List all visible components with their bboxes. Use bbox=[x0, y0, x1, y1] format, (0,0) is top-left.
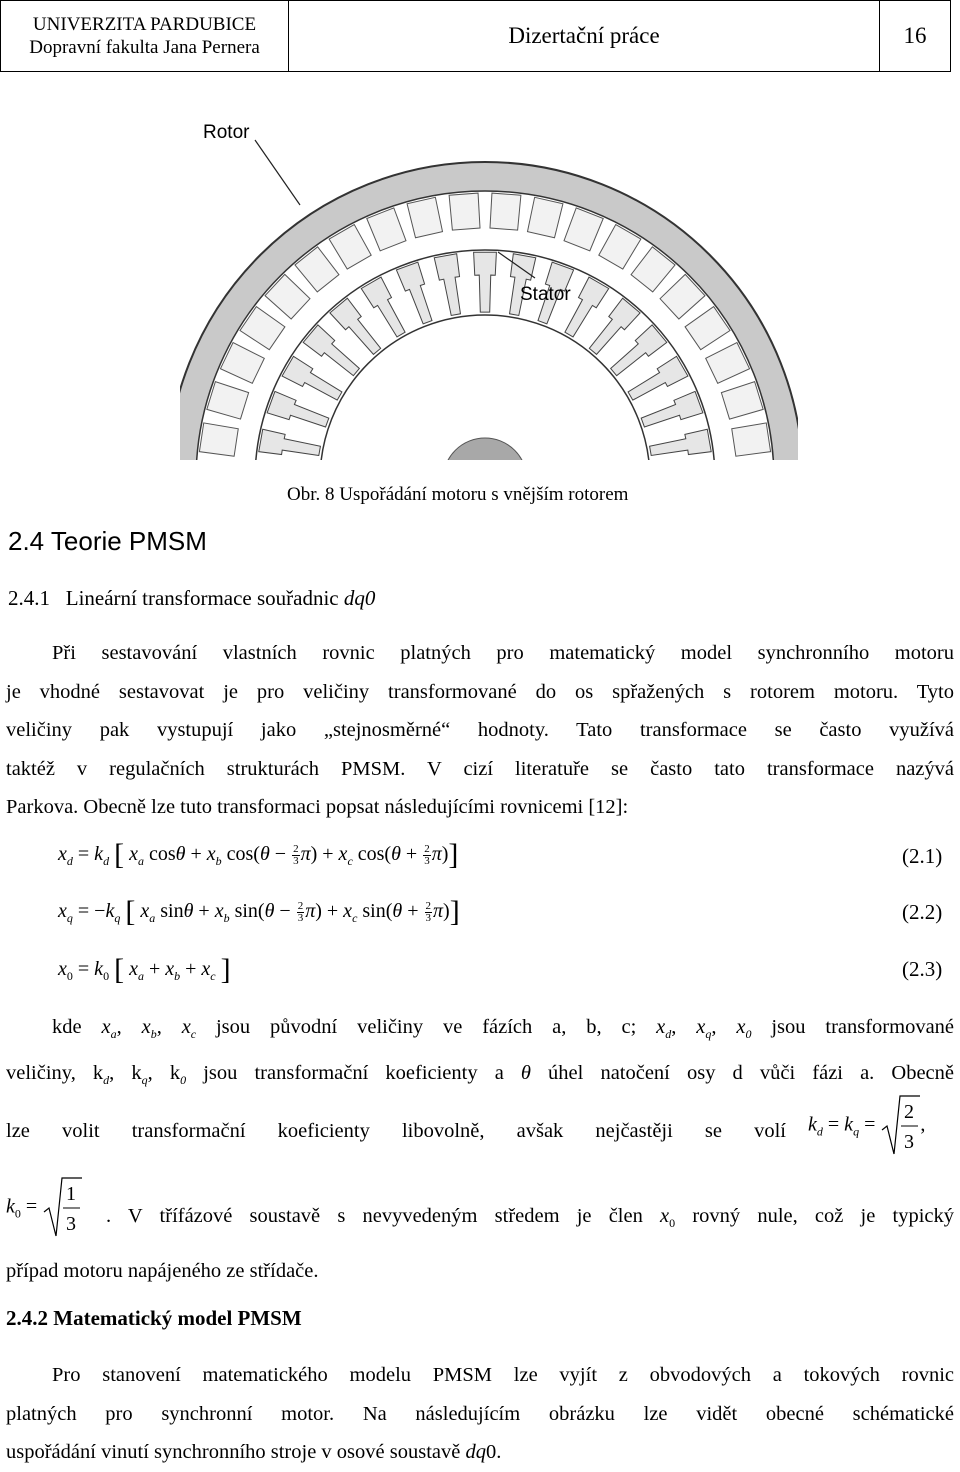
equation-number: (2.3) bbox=[902, 957, 943, 981]
paragraph-line: taktéž v regulačních strukturách PMSM. V cizí literatuře se často tato transformace nazývá bbox=[6, 757, 954, 780]
equation-number: (2.2) bbox=[902, 900, 943, 924]
coefficient-kd-kq: $k_d = k_q$ = 2 3 , bbox=[808, 1094, 925, 1158]
equation-2-3: $x_0 = k_0$ [ $x_a + x_b + x_c$ ] bbox=[58, 953, 231, 986]
paragraph-line: veličiny, $k_d$, $k_q$, $k_0$ jsou transformační koeficienty a θ úhel natočení osy d vůči fázi a. Obecně bbox=[6, 1061, 954, 1087]
label-rotor: Rotor bbox=[203, 122, 250, 143]
section-title: 2.4 Teorie PMSM bbox=[8, 526, 207, 556]
paragraph-line: uspořádání vinutí synchronního stroje v osové soustavě dq0. bbox=[6, 1441, 502, 1463]
rotor-magnet bbox=[490, 193, 521, 230]
header-institution bbox=[1, 1, 289, 71]
subsection-text: Lineární transformace souřadnic bbox=[65, 586, 339, 610]
paragraph-line: platných pro synchronní motor. Na následujícím obrázku lze vidět obecné schématické bbox=[6, 1402, 954, 1425]
paragraph-1 bbox=[6, 634, 954, 827]
page-header bbox=[0, 0, 951, 72]
figure-caption: Obr. 8 Uspořádání motoru s vnějším rotorem bbox=[287, 484, 629, 505]
sqrt-2-3 bbox=[880, 1094, 920, 1158]
equation-2-2: $x_q = -k_q$ [ $x_a$ $\sin\theta + x_b$ sin(θ − $\frac{2}{3}$ $\pi) + x_c$ sin(θ + $\frac{2}{3}$ π)] bbox=[58, 895, 460, 928]
header-university: UNIVERZITA PARDUBICE bbox=[32, 14, 257, 35]
coefficient-k0: $k_0$ = 1 3 bbox=[6, 1176, 82, 1240]
paragraph-line: Při sestavování vlastních rovnic platných pro matematický model synchronního motoru bbox=[52, 642, 954, 664]
paragraph-line: je vhodné sestavovat je pro veličiny transformované do os spřažených s rotorem motoru. Tyto bbox=[6, 680, 954, 703]
paragraph-line: veličiny pak vystupují jako „stejnosměrné“ hodnoty. Tato transformace se často využívá bbox=[6, 719, 954, 741]
rotor-magnet bbox=[199, 423, 238, 456]
equation-2-1: $x_d = k_d$ [ $x_a$ $\cos\theta + x_b$ cos(θ − $\frac{2}{3}$ $\pi) + x_c$ cos(θ + $\frac{2}{3}$ π)] bbox=[58, 838, 459, 871]
subsection-number: 2.4.1 bbox=[8, 586, 50, 610]
label-stator: Stator bbox=[520, 284, 571, 305]
svg-text:3: 3 bbox=[66, 1213, 77, 1235]
paragraph-3 bbox=[6, 1356, 954, 1472]
subsection-symbol: dq0 bbox=[343, 586, 376, 610]
header-faculty: Dopravní fakulta Jana Pernera bbox=[29, 37, 260, 58]
paragraph-2 bbox=[6, 1008, 954, 1099]
motor-figure bbox=[180, 105, 820, 462]
subsection-title-2: 2.4.2 Matematický model PMSM bbox=[6, 1306, 302, 1330]
header-doc-type: Dizertační práce bbox=[289, 1, 880, 71]
subsection-title-1 bbox=[8, 586, 375, 611]
paragraph-line: lze volit transformační koeficienty libovolně, avšak nejčastěji se volí bbox=[6, 1120, 786, 1142]
sqrt-1-3 bbox=[42, 1176, 82, 1240]
paragraph-line: . V třífázové soustavě s nevyvedeným středem je člen $x_0$ rovný nule, což je typický bbox=[106, 1205, 955, 1231]
rotor-magnet bbox=[449, 193, 480, 230]
header-page-number: 16 bbox=[903, 23, 927, 48]
paragraph-line: Parkova. Obecně lze tuto transformaci popsat následujícími rovnicemi [12]: bbox=[6, 796, 629, 818]
rotor-magnet bbox=[732, 423, 771, 456]
paragraph-line: Pro stanovení matematického modelu PMSM lze vyjít z obvodových a tokových rovnic bbox=[52, 1364, 954, 1386]
equation-number: (2.1) bbox=[902, 844, 943, 868]
svg-text:2: 2 bbox=[904, 1101, 915, 1123]
paragraph-line: případ motoru napájeného ze střídače. bbox=[6, 1260, 319, 1282]
svg-text:3: 3 bbox=[904, 1131, 915, 1153]
paragraph-line: kde $x_a$, $x_b$, $x_c$ jsou původní veličiny ve fázích a, b, c; $x_d$, $x_q$, $x_0$ jsou transformované bbox=[52, 1016, 955, 1042]
svg-text:1: 1 bbox=[66, 1183, 77, 1205]
